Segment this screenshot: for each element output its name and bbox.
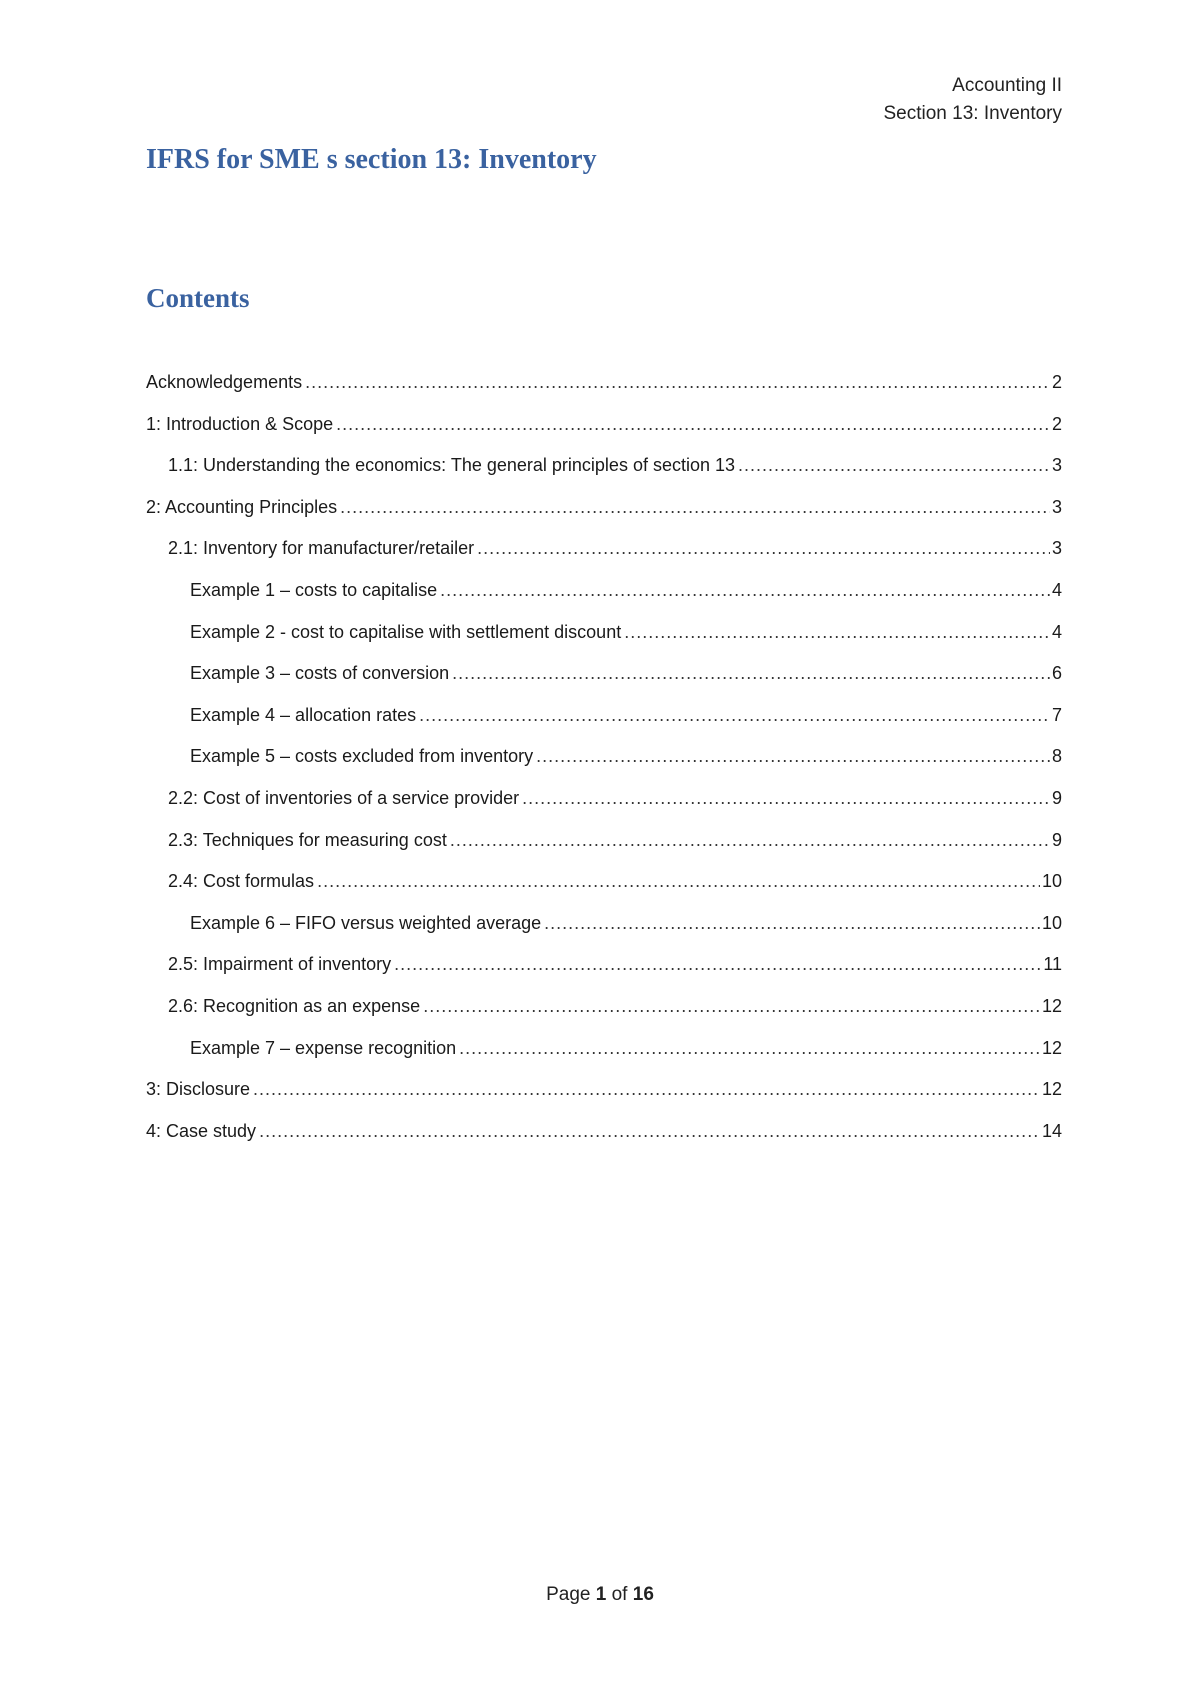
- toc-entry[interactable]: [146, 913, 1062, 955]
- toc-entry-page: 8: [1051, 746, 1062, 767]
- toc-dot-leader: [536, 746, 1050, 767]
- toc-entry[interactable]: [146, 622, 1062, 664]
- toc-dot-leader: [544, 913, 1040, 934]
- toc-entry[interactable]: [146, 580, 1062, 622]
- toc-entry-page: 2: [1051, 372, 1062, 392]
- header-course: Accounting II: [952, 75, 1062, 96]
- toc-entry-title: 1: Introduction & Scope: [146, 413, 334, 434]
- contents-heading: Contents: [146, 283, 250, 313]
- toc-entry[interactable]: [146, 871, 1062, 913]
- toc-entry-title: Example 7 – expense recognition: [190, 1037, 457, 1058]
- page-footer: [0, 1584, 1200, 1606]
- toc-dot-leader: [624, 622, 1050, 643]
- footer-current-page: 1: [595, 1584, 607, 1605]
- toc-entry-page: 11: [1043, 954, 1062, 975]
- toc-entry-title: 4: Case study: [146, 1120, 257, 1141]
- toc-entry[interactable]: [146, 788, 1062, 830]
- toc-dot-leader: [459, 1038, 1040, 1059]
- toc-entry-title: 2.5: Impairment of inventory: [168, 954, 392, 975]
- toc-entry-page: 9: [1051, 787, 1062, 808]
- toc-entry-page: 6: [1051, 663, 1062, 684]
- header-section: Section 13: Inventory: [883, 103, 1062, 124]
- toc-dot-leader: [738, 455, 1050, 476]
- toc-entry-page: 9: [1051, 829, 1062, 850]
- toc-entry-title: 3: Disclosure: [146, 1079, 251, 1100]
- toc-entry-page: 3: [1051, 538, 1062, 559]
- toc-entry[interactable]: [146, 996, 1062, 1038]
- toc-entry-title: Example 6 – FIFO versus weighted average: [190, 912, 542, 933]
- toc-dot-leader: [440, 580, 1050, 601]
- toc-entry-title: Example 1 – costs to capitalise: [190, 579, 438, 600]
- toc-entry[interactable]: [146, 497, 1062, 539]
- toc-entry-page: 14: [1041, 1120, 1062, 1141]
- toc-entry-page: 7: [1051, 704, 1062, 725]
- toc-dot-leader: [423, 996, 1040, 1017]
- toc-entry-title: 2.2: Cost of inventories of a service provider: [168, 787, 520, 808]
- toc-entry-page: 4: [1051, 621, 1062, 642]
- toc-dot-leader: [477, 538, 1050, 559]
- footer-page-label: Page: [546, 1584, 591, 1605]
- toc-entry[interactable]: [146, 538, 1062, 580]
- toc-entry-page: 12: [1041, 995, 1062, 1016]
- toc-dot-leader: [340, 497, 1050, 518]
- footer-total-pages: 16: [632, 1584, 654, 1605]
- toc-entry-page: 3: [1051, 496, 1062, 517]
- toc-entry[interactable]: [146, 705, 1062, 747]
- toc-entry-title: Example 5 – costs excluded from inventory: [190, 746, 534, 767]
- toc-entry[interactable]: [146, 663, 1062, 705]
- toc-entry-title: 2.1: Inventory for manufacturer/retailer: [168, 538, 475, 559]
- toc-dot-leader: [419, 705, 1050, 726]
- toc-entry-title: 2.3: Techniques for measuring cost: [168, 829, 447, 850]
- toc-entry[interactable]: [146, 1121, 1062, 1163]
- toc-entry-title: Example 4 – allocation rates: [190, 704, 417, 725]
- toc-entry[interactable]: [146, 414, 1062, 456]
- page-header: [884, 72, 1063, 128]
- toc-entry-title: 2.6: Recognition as an expense: [168, 995, 421, 1016]
- toc-entry-title: 1.1: Understanding the economics: The general principles of section 13: [168, 455, 736, 476]
- toc-dot-leader: [259, 1121, 1040, 1142]
- toc-entry-title: Example 3 – costs of conversion: [190, 663, 450, 684]
- toc-entry[interactable]: [146, 1079, 1062, 1121]
- toc-entry[interactable]: [146, 372, 1062, 414]
- toc-entry-title: 2.4: Cost formulas: [168, 871, 315, 892]
- toc-entry[interactable]: [146, 746, 1062, 788]
- toc-entry-page: 12: [1041, 1079, 1062, 1100]
- toc-entry-page: 10: [1041, 912, 1062, 933]
- table-of-contents: [146, 372, 1062, 1162]
- toc-entry-page: 10: [1041, 871, 1062, 892]
- toc-dot-leader: [305, 372, 1050, 393]
- document-title: IFRS for SME s section 13: Inventory: [146, 144, 597, 175]
- toc-dot-leader: [450, 830, 1050, 851]
- toc-entry[interactable]: [146, 455, 1062, 497]
- toc-dot-leader: [452, 663, 1050, 684]
- toc-entry-title: 2: Accounting Principles: [146, 496, 338, 517]
- toc-entry-page: 2: [1051, 413, 1062, 434]
- toc-entry-page: 4: [1051, 579, 1062, 600]
- toc-entry-page: 12: [1041, 1037, 1062, 1058]
- toc-dot-leader: [522, 788, 1050, 809]
- toc-dot-leader: [317, 871, 1040, 892]
- toc-entry-page: 3: [1051, 455, 1062, 476]
- toc-dot-leader: [394, 954, 1041, 975]
- toc-dot-leader: [336, 414, 1050, 435]
- footer-of-label: of: [611, 1584, 628, 1605]
- toc-entry-title: Example 2 - cost to capitalise with settlement discount: [190, 621, 622, 642]
- toc-entry[interactable]: [146, 1038, 1062, 1080]
- toc-entry[interactable]: [146, 830, 1062, 872]
- toc-entry[interactable]: [146, 954, 1062, 996]
- toc-entry-title: Acknowledgements: [146, 372, 303, 392]
- toc-dot-leader: [253, 1079, 1040, 1100]
